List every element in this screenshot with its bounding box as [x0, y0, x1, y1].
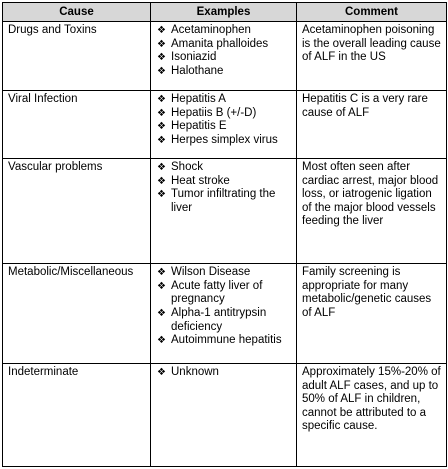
example-text: Hepatitis A	[171, 93, 226, 106]
comment-cell: Hepatitis C is a very rare cause of ALF	[297, 91, 447, 159]
cause-cell: Viral Infection	[3, 91, 151, 159]
diamond-bullet-icon: ❖	[157, 25, 166, 36]
example-text: Halothane	[171, 64, 224, 77]
list-item	[156, 107, 292, 121]
list-item	[156, 307, 292, 334]
table-row	[3, 22, 447, 91]
examples-cell	[151, 159, 297, 264]
diamond-bullet-icon: ❖	[157, 38, 166, 50]
examples-list	[156, 161, 292, 215]
table-row	[3, 363, 447, 466]
cause-cell: Metabolic/Miscellaneous	[3, 264, 151, 364]
table-row	[3, 264, 447, 364]
list-item	[156, 366, 292, 380]
list-item	[156, 65, 292, 79]
example-text: Acetaminophen	[171, 24, 251, 36]
example-text: Tumor infiltrating the liver	[171, 188, 276, 214]
example-text: Hepatiis B (+/-D)	[171, 106, 257, 119]
diamond-bullet-icon: ❖	[157, 189, 166, 201]
cause-cell: Drugs and Toxins	[3, 22, 151, 91]
list-item	[156, 93, 292, 107]
header-row	[3, 3, 447, 22]
example-text: Shock	[171, 161, 203, 173]
cause-cell: Indeterminate	[3, 363, 151, 466]
list-item	[156, 188, 292, 215]
examples-cell	[151, 363, 297, 466]
example-text: Amanita phalloides	[171, 37, 269, 50]
comment-cell: Most often seen after cardiac arrest, major blood loss, or iatrogenic ligation of the major blood vessels feeding the liver	[297, 159, 447, 264]
diamond-bullet-icon: ❖	[157, 107, 166, 119]
list-item	[156, 120, 292, 134]
examples-list	[156, 266, 292, 348]
list-item	[156, 161, 292, 175]
example-text: Hepatitis E	[171, 120, 227, 133]
diamond-bullet-icon: ❖	[157, 335, 166, 347]
list-item	[156, 280, 292, 307]
diamond-bullet-icon: ❖	[157, 307, 166, 319]
list-item	[156, 334, 292, 348]
diamond-bullet-icon: ❖	[157, 94, 166, 106]
header-comment: Comment	[297, 3, 447, 22]
diamond-bullet-icon: ❖	[157, 134, 166, 146]
example-text: Autoimmune hepatitis	[171, 334, 282, 347]
diamond-bullet-icon: ❖	[157, 175, 166, 187]
list-item	[156, 51, 292, 65]
examples-cell	[151, 22, 297, 91]
example-text: Heat stroke	[171, 174, 230, 187]
diamond-bullet-icon: ❖	[157, 267, 166, 279]
examples-list	[156, 93, 292, 147]
header-cause: Cause	[3, 3, 151, 22]
diamond-bullet-icon: ❖	[157, 121, 166, 133]
diamond-bullet-icon: ❖	[157, 280, 166, 292]
diamond-bullet-icon: ❖	[157, 65, 166, 77]
header-examples: Examples	[151, 3, 297, 22]
list-item	[156, 24, 292, 38]
comment-cell: Acetaminophen poisoning is the overall leading cause of ALF in the US	[297, 22, 447, 91]
table-row	[3, 159, 447, 264]
list-item	[156, 266, 292, 280]
examples-list	[156, 24, 292, 78]
diamond-bullet-icon: ❖	[157, 162, 166, 173]
example-text: Wilson Disease	[171, 266, 251, 279]
list-item	[156, 134, 292, 148]
comment-cell: Family screening is appropriate for many metabolic/genetic causes of ALF	[297, 264, 447, 364]
comment-cell: Approximately 15%-20% of adult ALF cases, and up to 50% of ALF in children, cannot be attributed to a specific cause.	[297, 363, 447, 466]
list-item	[156, 175, 292, 189]
example-text: Acute fatty liver of pregnancy	[171, 279, 263, 306]
diamond-bullet-icon: ❖	[157, 366, 166, 378]
list-item	[156, 38, 292, 52]
example-text: Unknown	[171, 365, 219, 378]
example-text: Alpha-1 antitrypsin deficiency	[171, 306, 267, 333]
diamond-bullet-icon: ❖	[157, 52, 166, 64]
cause-cell: Vascular problems	[3, 159, 151, 264]
examples-cell	[151, 264, 297, 364]
example-text: Isoniazid	[171, 51, 217, 64]
table-row	[3, 91, 447, 159]
example-text: Herpes simplex virus	[171, 133, 278, 146]
examples-cell	[151, 91, 297, 159]
examples-list	[156, 366, 292, 380]
alf-causes-table	[2, 2, 447, 467]
